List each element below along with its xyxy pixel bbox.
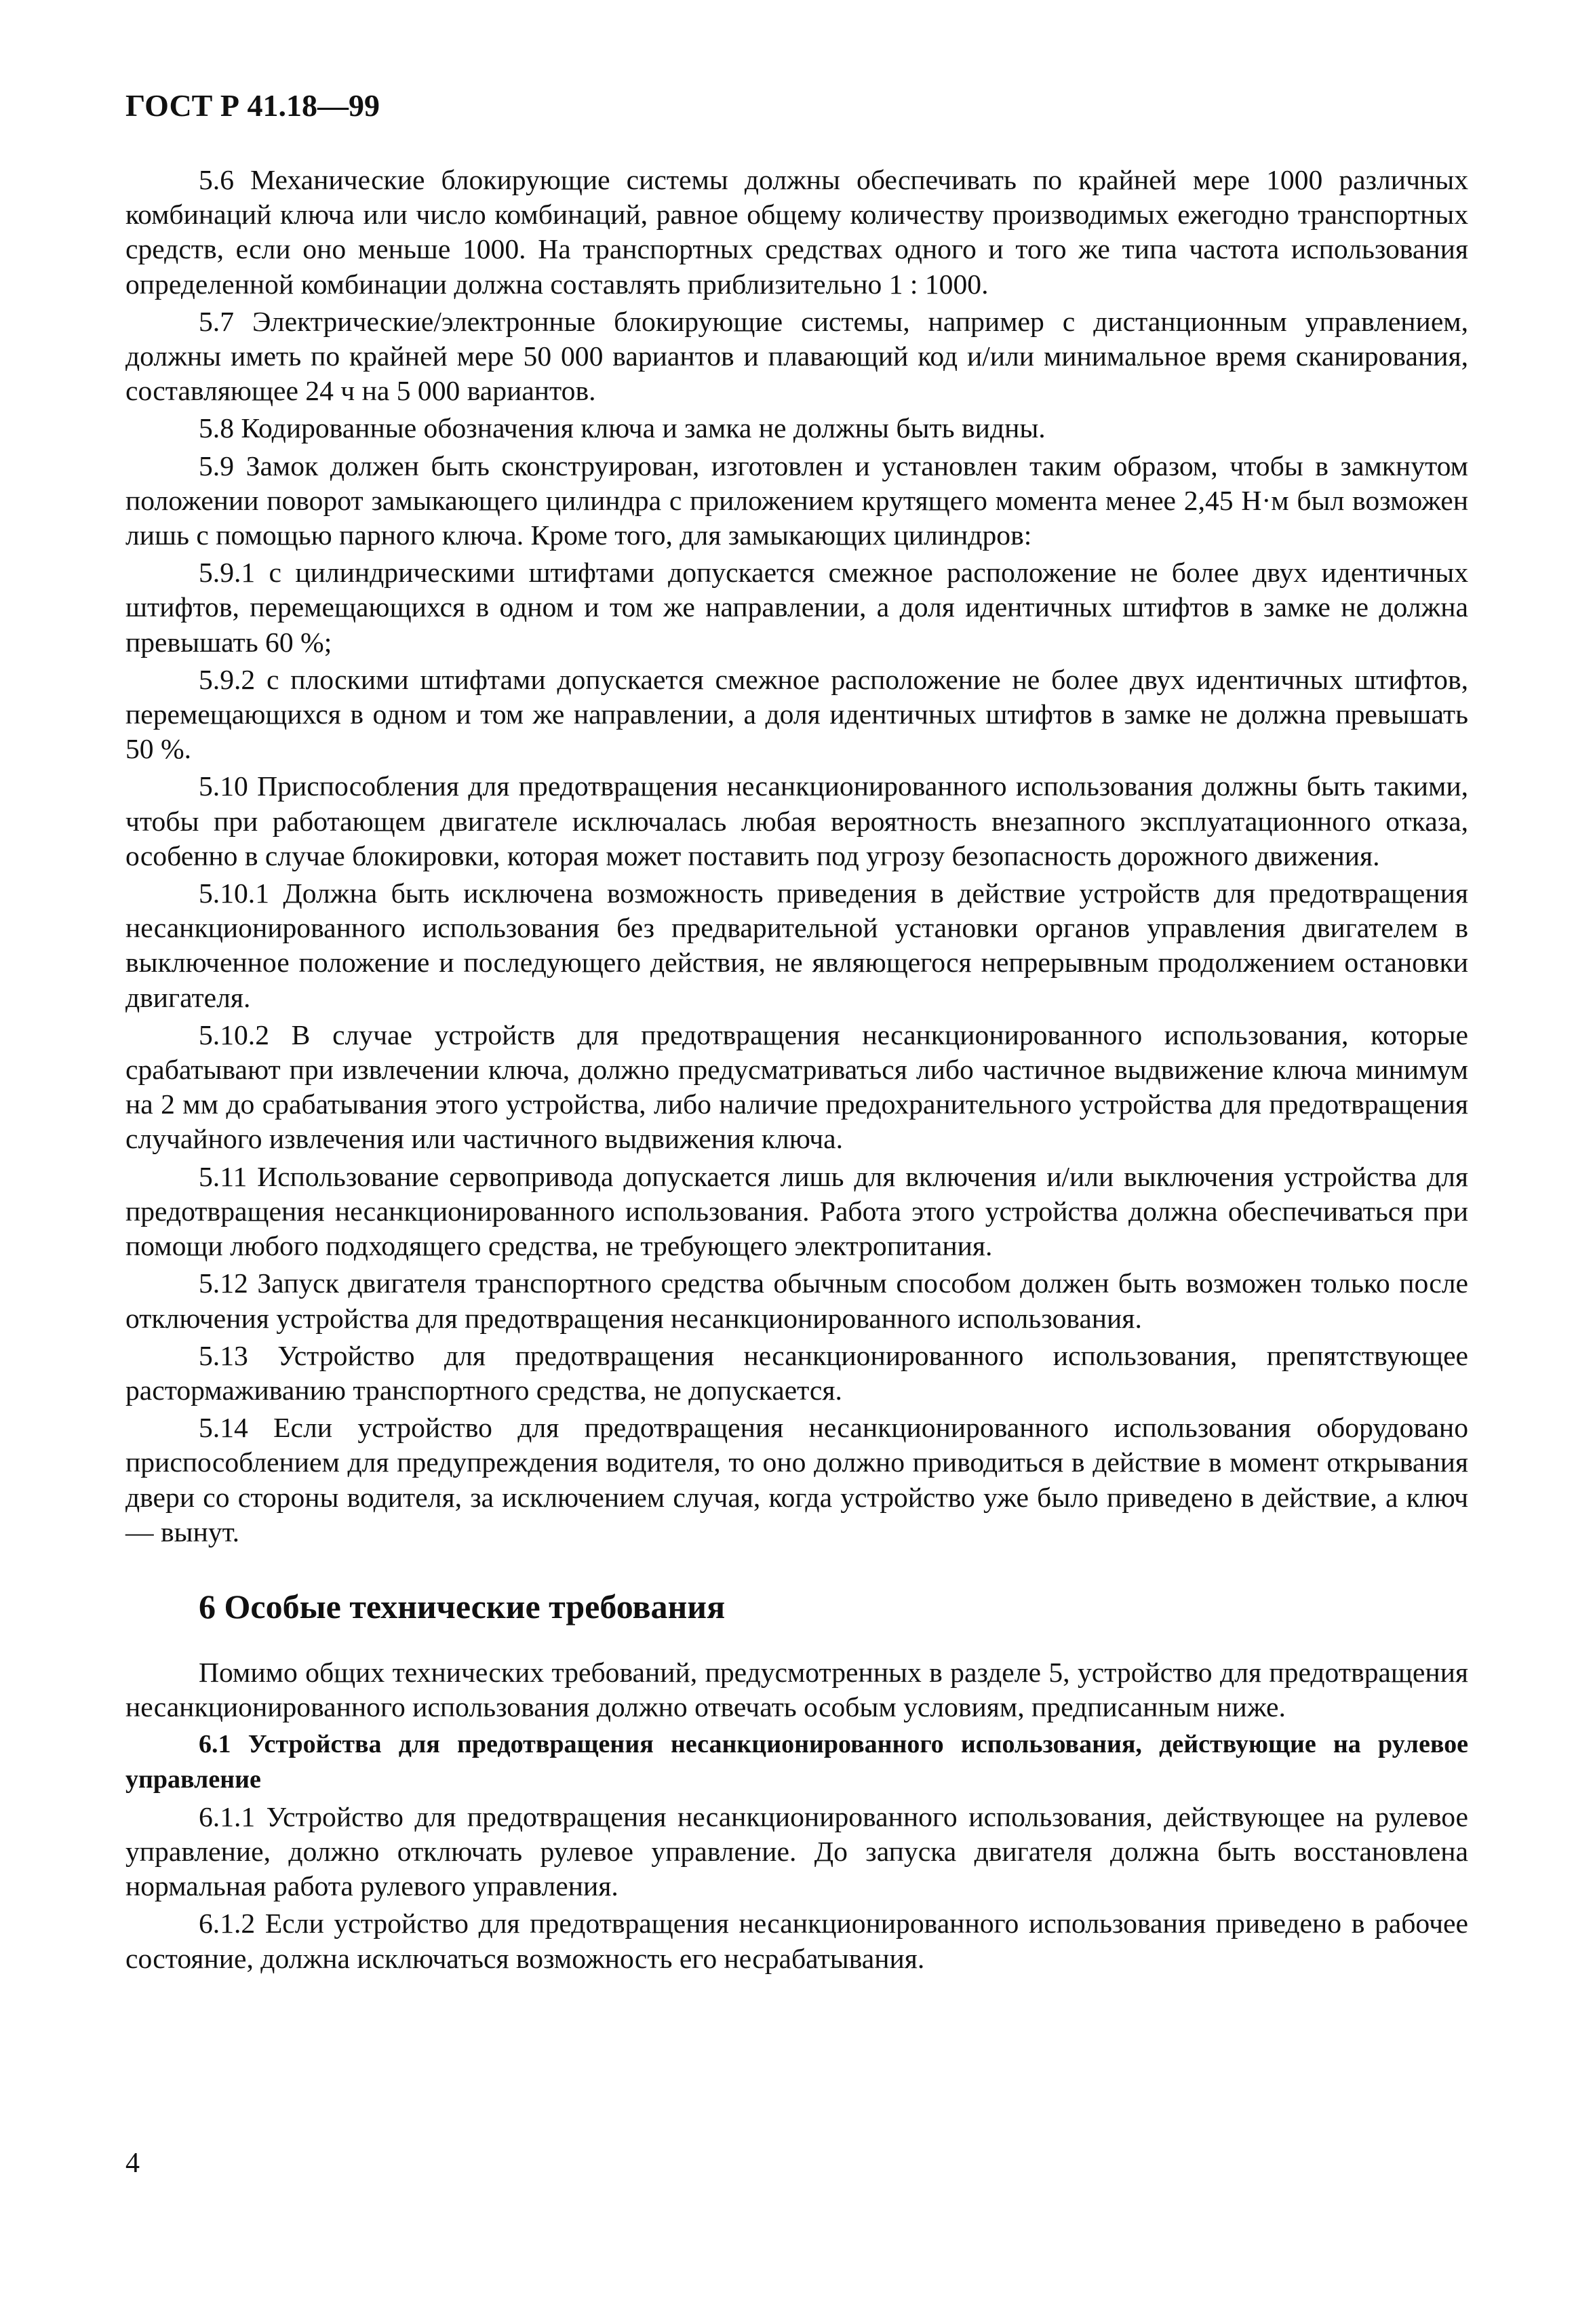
paragraph-5-8: 5.8 Кодированные обозначения ключа и замка не должны быть видны. (199, 412, 1046, 444)
paragraph-5-7: 5.7 Электрические/электронные блокирующие системы, например с дистанционным управлением, должны иметь по крайней мере 50 000 вариантов и плавающий код и/или минимальное время сканирования, составляющее 24 ч на 5 000 вариантов. (125, 305, 1468, 407)
document-code-header: ГОСТ Р 41.18—99 (125, 88, 380, 123)
subsection-6-1-heading: 6.1 Устройства для предотвращения несанкционированного использования, действующие на рулевое управление (125, 1730, 1468, 1794)
paragraph-5-14: 5.14 Если устройство для предотвращения несанкционированного использования оборудовано приспособлением для предупреждения водителя, то оно должно приводиться в действие в момент открывания двери со стороны водителя, за исключением случая, когда устройство уже было приведено в действие, а ключ — вынут. (125, 1412, 1468, 1548)
paragraph-5-6: 5.6 Механические блокирующие системы должны обеспечивать по крайней мере 1000 различных комбинаций ключа или число комбинаций, равное общему количеству производимых ежегодно транспортных средств, если оно меньше 1000. На транспортных средствах одного и того же типа частота использования определенной комбинации должна составлять приблизительно 1 : 1000. (125, 164, 1468, 300)
paragraph-5-9: 5.9 Замок должен быть сконструирован, изготовлен и установлен таким образом, чтобы в замкнутом положении поворот замыкающего цилиндра с приложением крутящего момента менее 2,45 Н·м был возможен лишь с помощью парного ключа. Кроме того, для замыкающих цилиндров: (125, 450, 1468, 551)
paragraph-5-12: 5.12 Запуск двигателя транспортного средства обычным способом должен быть возможен только после отключения устройства для предотвращения несанкционированного использования. (125, 1267, 1468, 1334)
paragraph-5-13: 5.13 Устройство для предотвращения несанкционированного использования, препятствующее растормаживанию транспортного средства, не допускается. (125, 1339, 1468, 1406)
section-6-intro: Помимо общих технических требований, предусмотренных в разделе 5, устройство для предотвращения несанкционированного использования должно отвечать особым условиям, предписанным ниже. (125, 1656, 1468, 1723)
page-number: 4 (125, 2148, 140, 2179)
section-6-heading: 6 Особые технические требования (199, 1587, 726, 1626)
paragraph-6-1-1: 6.1.1 Устройство для предотвращения несанкционированного использования, действующее на рулевое управление, должно отключать рулевое управление. До запуска двигателя должна быть восстановлена нормальная работа рулевого управления. (125, 1800, 1468, 1902)
document-body (125, 163, 1468, 1979)
paragraph-5-9-2: 5.9.2 с плоскими штифтами допускается смежное расположение не более двух идентичных штифтов, перемещающихся в одном и том же направлении, а доля идентичных штифтов в замке не должна превышать 50 %. (125, 663, 1468, 765)
paragraph-5-10-1: 5.10.1 Должна быть исключена возможность приведения в действие устройств для предотвращения несанкционированного использования без предварительной установки органов управления двигателем в выключенное положение и последующего действия, не являющегося непрерывным продолжением остановки двигателя. (125, 878, 1468, 1013)
paragraph-6-1-2: 6.1.2 Если устройство для предотвращения несанкционированного использования приведено в рабочее состояние, должна исключаться возможность его несрабатывания. (125, 1908, 1468, 1974)
paragraph-5-10: 5.10 Приспособления для предотвращения несанкционированного использования должны быть такими, чтобы при работающем двигателе исключалась любая вероятность внезапного эксплуатационного отказа, особенно в случае блокировки, которая может поставить под угрозу безопасность дорожного движения. (125, 770, 1468, 871)
paragraph-5-10-2: 5.10.2 В случае устройств для предотвращения несанкционированного использования, которые срабатывают при извлечении ключа, должно предусматриваться либо частичное выдвижение ключа минимум на 2 мм до срабатывания этого устройства, либо наличие предохранительного устройства для предотвращения случайного извлечения или частичного выдвижения ключа. (125, 1019, 1468, 1155)
paragraph-5-11: 5.11 Использование сервопривода допускается лишь для включения и/или выключения устройства для предотвращения несанкционированного использования. Работа этого устройства должна обеспечиваться при помощи любого подходящего средства, не требующего электропитания. (125, 1160, 1468, 1262)
paragraph-5-9-1: 5.9.1 с цилиндрическими штифтами допускается смежное расположение не более двух идентичных штифтов, перемещающихся в одном и том же направлении, а доля идентичных штифтов в замке не должна превышать 60 %; (125, 557, 1468, 658)
